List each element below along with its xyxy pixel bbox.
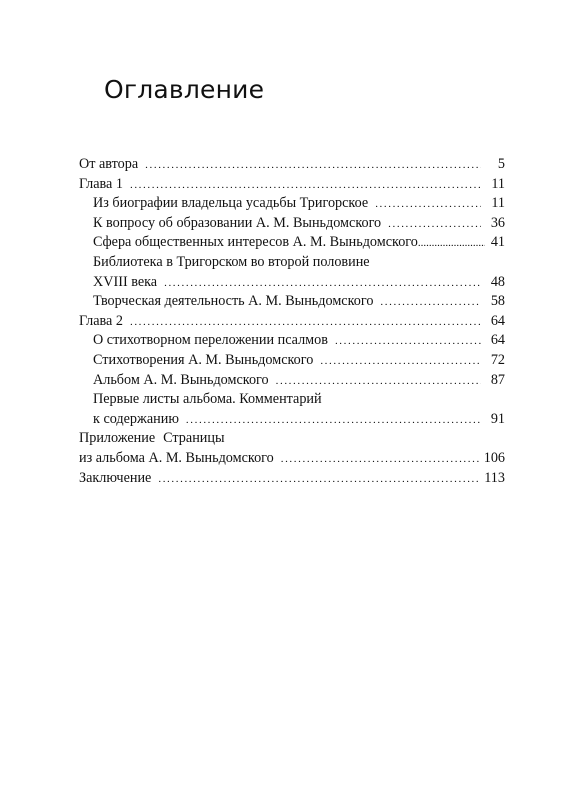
toc-entry-conclusion [79,469,505,489]
toc-page-number: 91 [490,410,505,427]
toc-entry-chapter-1 [79,175,505,195]
toc-page-number: 64 [490,332,505,349]
toc-entry-title: Творческая деятельность А. М. Выньдомского [93,293,374,310]
toc-entry-ch2-section-4-line-1: Первые листы альбома. Комментарий [93,391,322,408]
toc-entry-title: Альбом А. М. Выньдомского [93,371,269,388]
toc-page-number: 48 [490,273,505,290]
dot-leader [335,332,481,352]
dot-leader [388,215,481,235]
toc-entry-ch1-section-4 [79,273,505,293]
toc-page-number: 113 [484,469,505,486]
dot-leader [130,176,481,196]
dot-leader [158,470,480,490]
toc-entry-title: Сфера общественных интересов А. М. Выньдомского [93,234,418,251]
dot-leader [186,411,481,431]
toc-entry-ch2-section-2 [79,351,505,371]
toc-entry-title: Глава 1 [79,175,123,192]
toc-entry-subtitle: Страницы [163,430,225,447]
dot-leader [418,234,485,254]
toc-entry-title: Заключение [79,469,152,486]
dot-leader [380,293,481,313]
toc-entry-title: XVIII века [93,273,158,290]
toc-entry-ch1-section-2 [79,214,505,234]
toc-page-number: 41 [490,234,505,251]
toc-page-number: 11 [491,195,505,212]
toc-entry-appendix [79,449,505,469]
toc-page-number: 5 [497,156,505,172]
toc-entry-title: Из биографии владельца усадьбы Тригорское [93,195,369,212]
toc-entry-title: К вопросу об образовании А. М. Выньдомского [93,214,382,231]
toc-entry-ch1-section-5 [79,292,505,312]
toc-page-number: 58 [490,293,505,310]
table-of-contents [79,155,505,488]
toc-entry-author [79,155,505,175]
toc-entry-ch1-section-4-line-1: Библиотека в Тригорском во второй половине [93,253,370,270]
toc-page-number: 87 [490,371,505,388]
toc-entry-ch2-section-4 [79,410,505,430]
toc-entry-ch2-section-1 [79,331,505,351]
dot-leader [130,313,481,333]
toc-entry-chapter-2 [79,312,505,332]
toc-page-number: 72 [490,351,505,368]
dot-leader [145,156,481,176]
toc-entry-ch1-section-1 [79,194,505,214]
toc-entry-title: Стихотворения А. М. Выньдомского [93,351,314,368]
toc-entry-ch2-section-3 [79,371,505,391]
toc-entry-title: От автора [79,156,139,172]
toc-page-number: 106 [483,449,505,466]
toc-entry-title: Приложение [79,430,156,447]
toc-entry-title: к содержанию [93,410,179,427]
dot-leader [276,372,481,392]
dot-leader [164,274,481,294]
dot-leader [320,352,481,372]
dot-leader [375,195,481,215]
toc-entry-appendix-line-1 [79,429,505,449]
dot-leader [281,450,480,470]
toc-entry-title: О стихотворном переложении псалмов [93,332,328,349]
toc-entry-title: Глава 2 [79,312,123,329]
toc-page-number: 11 [491,175,505,192]
toc-page-number: 64 [490,312,505,329]
toc-entry-ch1-section-3 [79,233,505,253]
toc-entry-title: из альбома А. М. Выньдомского [79,449,274,466]
page-title: Оглавление [104,75,265,104]
toc-page-number: 36 [490,214,505,231]
